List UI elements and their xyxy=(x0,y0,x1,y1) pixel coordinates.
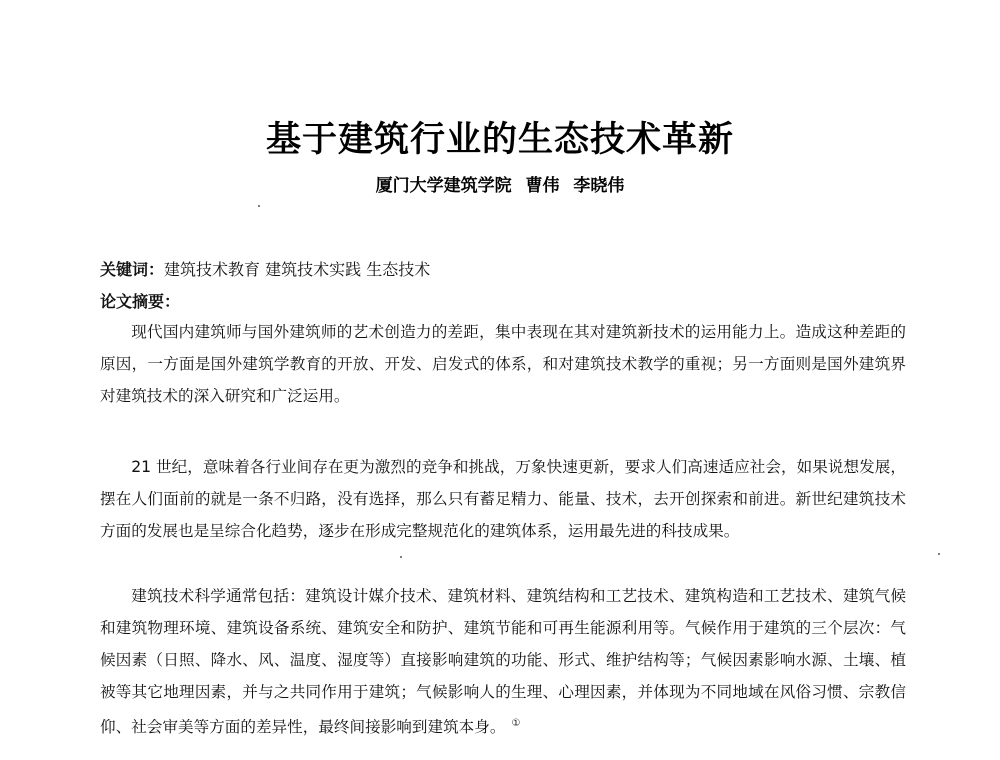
keywords-label: 关键词： xyxy=(100,260,165,279)
body-paragraph-text: 建筑技术科学通常包括：建筑设计媒介技术、建筑材料、建筑结构和工艺技术、建筑构造和工艺技术、建筑气候和建筑物理环境、建筑设备系统、建筑安全和防护、建筑节能和可再生能源利用等。气候作用于建筑的三个层次：气候因素（日照、降水、风、温度、湿度等）直接影响建筑的功能、形式、维护结构等；气候因素影响水源、土壤、植被等其它地理因素，并与之共同作用于建筑；气候影响人的生理、心理因素，并体现为不同地域在风俗习惯、宗教信仰、社会审美等方面的差异性，最终间接影响到建筑本身。 xyxy=(100,587,906,737)
author-line xyxy=(0,171,1000,196)
scan-speck xyxy=(258,205,260,207)
body-paragraph xyxy=(100,580,906,743)
keywords-line xyxy=(100,257,430,280)
body-paragraph: 21 世纪，意味着各行业间存在更为激烈的竞争和挑战，万象快速更新，要求人们高速适应社会，如果说想发展，摆在人们面前的就是一条不归路，没有选择，那么只有蓄足精力、能量、技术，去开创探索和前进。新世纪建筑技术方面的发展也是呈综合化趋势，逐步在形成完整规范化的建筑体系，运用最先进的科技成果。 xyxy=(100,458,906,540)
paper-title: 基于建筑行业的生态技术革新 xyxy=(265,120,734,160)
keywords-items: 建筑技术教育 建筑技术实践 生态技术 xyxy=(164,260,431,279)
author-name: 曹伟 xyxy=(525,176,560,196)
scan-speck xyxy=(400,556,402,558)
abstract-paragraph: 现代国内建筑师与国外建筑师的艺术创造力的差距，集中表现在其对建筑新技术的运用能力上。造成这种差距的原因，一方面是国外建筑学教育的开放、开发、启发式的体系，和对建筑技术教学的重视；另一方面则是国外建筑界对建筑技术的深入研究和广泛运用。 xyxy=(100,323,906,405)
scan-speck xyxy=(938,553,940,555)
abstract-label: 论文摘要： xyxy=(100,292,181,311)
footnote-marker: ① xyxy=(511,718,521,729)
author-name: 李晓伟 xyxy=(573,176,625,196)
affiliation: 厦门大学建筑学院 xyxy=(375,176,512,196)
